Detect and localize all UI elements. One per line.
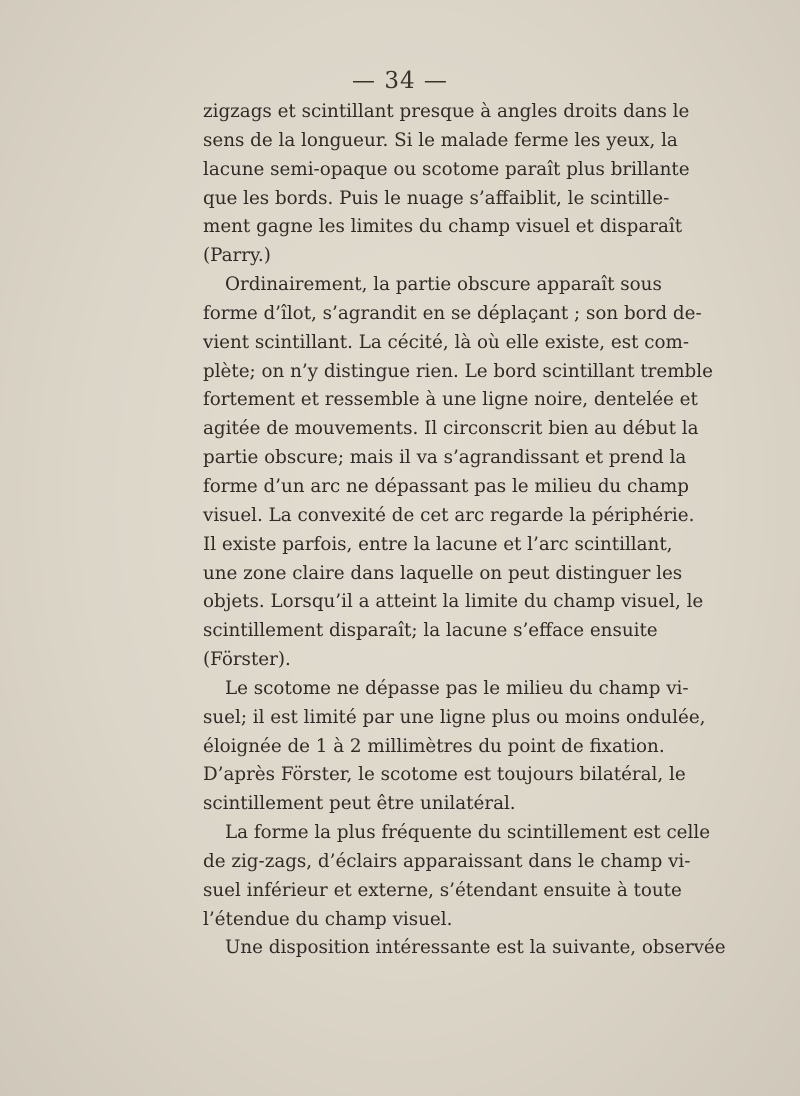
text-line: de zig-zags, d’éclairs apparaissant dans le champ vi- bbox=[203, 850, 691, 872]
text-line: forme d’un arc ne dépassant pas le milieu du champ bbox=[203, 475, 689, 497]
text-line: que les bords. Puis le nuage s’affaiblit, le scintille- bbox=[203, 187, 670, 209]
text-line: Une disposition intéressante est la suivante, observée bbox=[225, 937, 726, 959]
text-line: zigzags et scintillant presque à angles droits dans le bbox=[203, 101, 690, 122]
page-number: — 34 — bbox=[352, 68, 448, 94]
text-line: lacune semi-opaque ou scotome paraît plus brillante bbox=[203, 158, 690, 180]
body-text bbox=[203, 98, 726, 963]
text-line: Le scotome ne dépasse pas le milieu du champ vi- bbox=[225, 677, 689, 699]
text-line: fortement et ressemble à une ligne noire, dentelée et bbox=[203, 389, 698, 411]
text-line: scintillement disparaît; la lacune s’efface ensuite bbox=[203, 620, 658, 642]
text-line: une zone claire dans laquelle on peut distinguer les bbox=[203, 562, 683, 584]
text-line: sens de la longueur. Si le malade ferme les yeux, la bbox=[203, 129, 678, 151]
text-line: suel; il est limité par une ligne plus ou moins ondulée, bbox=[203, 706, 706, 728]
text-line: ment gagne les limites du champ visuel et disparaît bbox=[203, 216, 683, 238]
text-line: suel inférieur et externe, s’étendant ensuite à toute bbox=[203, 879, 682, 901]
text-line: partie obscure; mais il va s’agrandissant et prend la bbox=[203, 447, 687, 469]
text-line: éloignée de 1 à 2 millimètres du point de fixation. bbox=[203, 735, 665, 757]
text-line: plète; on n’y distingue rien. Le bord scintillant tremble bbox=[203, 360, 713, 382]
text-line: Ordinairement, la partie obscure apparaît sous bbox=[225, 274, 662, 296]
text-line: agitée de mouvements. Il circonscrit bien au début la bbox=[203, 418, 699, 440]
text-line: visuel. La convexité de cet arc regarde la périphérie. bbox=[203, 504, 695, 526]
text-line: scintillement peut être unilatéral. bbox=[203, 793, 516, 815]
text-line: La forme la plus fréquente du scintillement est celle bbox=[225, 822, 711, 844]
text-line: forme d’îlot, s’agrandit en se déplaçant ; son bord de- bbox=[203, 302, 702, 324]
text-line: (Förster). bbox=[203, 649, 291, 671]
text-line: vient scintillant. La cécité, là où elle existe, est com- bbox=[203, 331, 690, 353]
text-line: objets. Lorsqu’il a atteint la limite du champ visuel, le bbox=[203, 591, 704, 613]
text-line: (Parry.) bbox=[203, 245, 271, 267]
text-line: Il existe parfois, entre la lacune et l’arc scintillant, bbox=[203, 533, 673, 555]
text-line: D’après Förster, le scotome est toujours bilatéral, le bbox=[203, 764, 686, 786]
text-line: l’étendue du champ visuel. bbox=[203, 908, 453, 930]
